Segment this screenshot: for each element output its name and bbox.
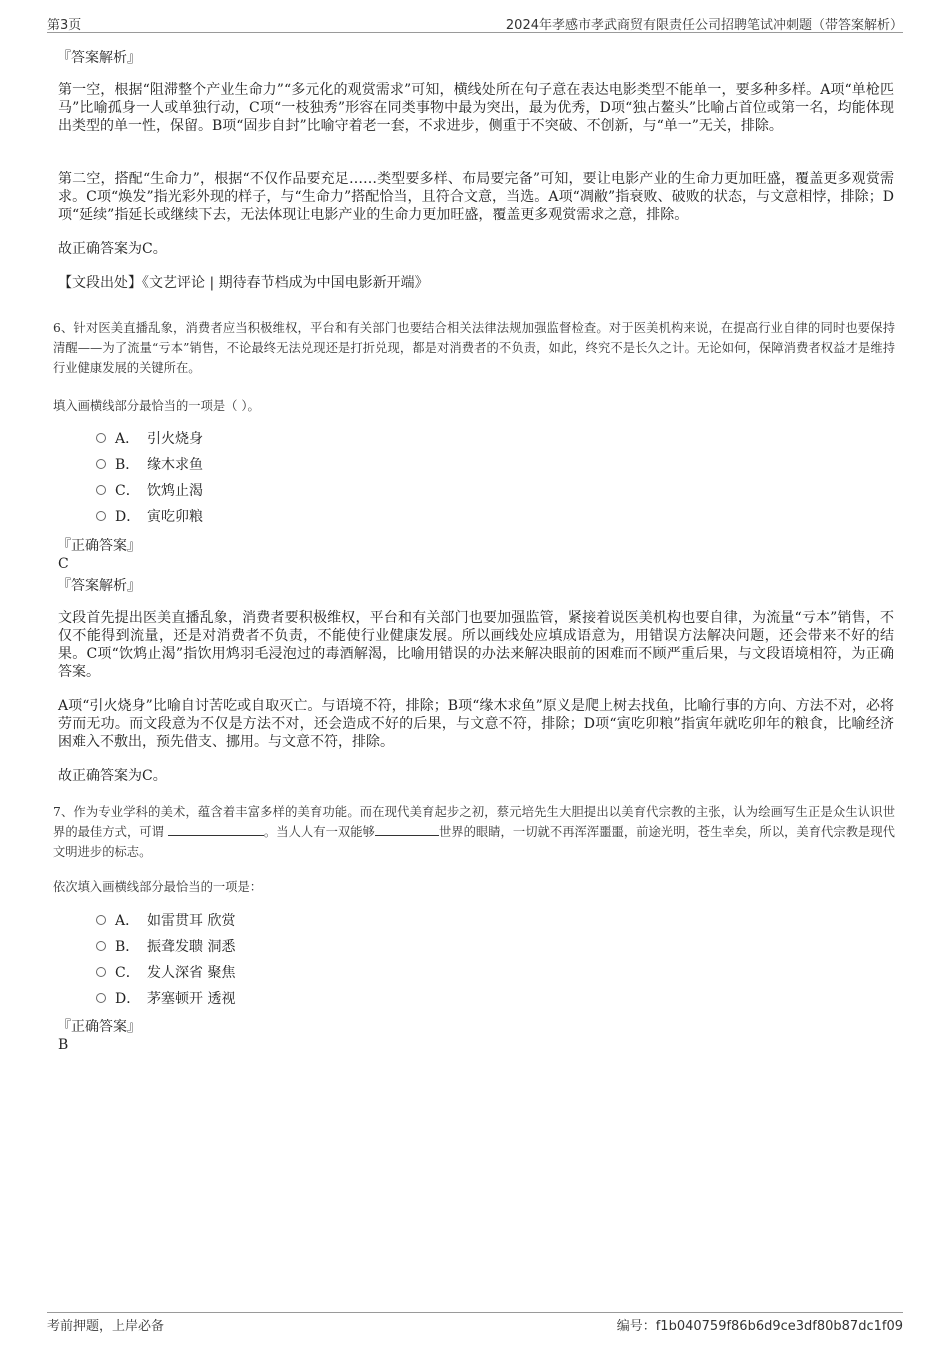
option-letter: C． <box>115 483 140 499</box>
radio-icon[interactable] <box>96 511 106 521</box>
q6-option-c[interactable] <box>96 482 203 500</box>
q6-analysis-label: 『答案解析』 <box>57 578 141 594</box>
q7-option-d[interactable] <box>96 990 235 1008</box>
option-text: 如雷贯耳 欣赏 <box>147 913 236 929</box>
option-letter: D． <box>115 991 141 1007</box>
q7-answer: B <box>58 1037 69 1053</box>
radio-icon[interactable] <box>96 485 106 495</box>
option-text: 寅吃卯粮 <box>147 509 203 525</box>
q7-stem-part-2: 。当人人有一双能够 <box>263 825 375 839</box>
q6-analysis-paragraph-2: A项“引火烧身”比喻自讨苦吃或自取灭亡。与语境不符，排除；B项“缘木求鱼”原义是爬上树去找鱼，比喻行事的方向、方法不对，必将劳而无功。而文段意为不仅是方法不对，还会造成不好的后果，与文意不符，排除；D项“寅吃卯粮”指寅年就吃卯年的粮食，比喻经济困难入不敷出，预先借支、挪用。与文意不符，排除。 <box>58 698 894 750</box>
q7-stem <box>53 802 895 862</box>
option-text: 缘木求鱼 <box>147 457 203 473</box>
radio-icon[interactable] <box>96 459 106 469</box>
page-header <box>47 12 903 33</box>
radio-icon[interactable] <box>96 993 106 1003</box>
q5-analysis-paragraph-1: 第一空，根据“阻滞整个产业生命力”“多元化的观赏需求”可知，横线处所在句子意在表达电影类型不能单一，要多种多样。A项“单枪匹马”比喻孤身一人或单独行动，C项“一枝独秀”形容在同类事物中最为突出，最为优秀，D项“独占鳌头”比喻占首位或第一名，均能体现出类型的单一性，保留。B项“固步自封”比喻守着老一套，不求进步，侧重于不突破、不创新，与“单一”无关，排除。 <box>58 82 894 134</box>
page-footer <box>47 1312 903 1334</box>
q5-conclusion: 故正确答案为C。 <box>58 241 167 257</box>
q7-stem-part-3: 世界的眼睛，一切就不再浑浑噩噩，前途光明，苍生幸矣，所以，美育代宗教是现代文明进步的标志。 <box>53 825 895 859</box>
q6-answer-label: 『正确答案』 <box>57 538 141 554</box>
option-text: 饮鸩止渴 <box>147 483 203 499</box>
page-number: 第3页 <box>47 18 82 33</box>
q6-prompt: 填入画横线部分最恰当的一项是（ ）。 <box>53 399 260 413</box>
radio-icon[interactable] <box>96 941 106 951</box>
q7-option-a[interactable] <box>96 912 235 930</box>
q7-option-c[interactable] <box>96 964 235 982</box>
option-letter: C． <box>115 965 140 981</box>
q7-stem-part-1: 7、作为专业学科的美术，蕴含着丰富多样的美育功能。而在现代美育起步之初，蔡元培先生大胆提出以美育代宗教的主张，认为绘画写生正是众生认识世界的最佳方式，可谓 <box>53 805 895 839</box>
option-letter: B． <box>115 939 140 955</box>
option-text: 发人深省 聚焦 <box>147 965 236 981</box>
document-title: 2024年孝感市孝武商贸有限责任公司招聘笔试冲刺题（带答案解析） <box>505 18 903 33</box>
q7-option-b[interactable] <box>96 938 235 956</box>
q6-analysis-paragraph-1: 文段首先提出医美直播乱象，消费者要积极维权，平台和有关部门也要加强监管，紧接着说医美机构也要自律，为流量“亏本”销售，不仅不能得到流量，还是对消费者不负责，不能使行业健康发展。所以画线处应填成语意为，用错误方法解决问题，还会带来不好的结果。C项“饮鸩止渴”指饮用鸩羽毛浸泡过的毒酒解渴，比喻用错误的办法来解决眼前的困难而不顾严重后果，与文段语境相符，为正确答案。 <box>58 610 894 680</box>
q6-option-b[interactable] <box>96 456 203 474</box>
radio-icon[interactable] <box>96 915 106 925</box>
q6-stem: 6、针对医美直播乱象，消费者应当积极维权，平台和有关部门也要结合相关法律法规加强监督检查。对于医美机构来说，在提高行业自律的同时也要保持清醒——为了流量“亏本”销售，不论最终无法兑现还是打折兑现，都是对消费者的不负责，如此，终究不是长久之计。无论如何，保障消费者权益才是维持行业健康发展的关键所在。 <box>53 321 895 375</box>
q7-blank-1 <box>168 823 264 836</box>
option-text: 引火烧身 <box>147 431 203 447</box>
option-letter: D． <box>115 509 141 525</box>
q6-option-d[interactable] <box>96 508 203 526</box>
q5-analysis-paragraph-2: 第二空，搭配“生命力”，根据“不仅作品要充足……类型要多样、布局要完备”可知，要让电影产业的生命力更加旺盛，覆盖更多观赏需求。C项“焕发”指光彩外现的样子，与“生命力”搭配恰当，且符合文意，当选。A项“凋敝”指衰败、破败的状态，与文意相悖，排除；D项“延续”指延长或继续下去，无法体现让电影产业的生命力更加旺盛，覆盖更多观赏需求之意，排除。 <box>58 171 894 223</box>
q7-prompt: 依次填入画横线部分最恰当的一项是： <box>53 880 263 894</box>
q7-blank-2 <box>375 823 439 836</box>
radio-icon[interactable] <box>96 433 106 443</box>
option-letter: A． <box>115 913 140 929</box>
footer-slogan: 考前押题，上岸必备 <box>47 1319 165 1334</box>
option-letter: A． <box>115 431 140 447</box>
option-text: 茅塞顿开 透视 <box>147 991 236 1007</box>
q6-answer: C <box>58 556 69 572</box>
radio-icon[interactable] <box>96 967 106 977</box>
footer-serial-number: 编号：f1b040759f86b6d9ce3df80b87dc1f09 <box>616 1319 903 1334</box>
q5-source: 【文段出处】《文艺评论 | 期待春节档成为中国电影新开端》 <box>58 275 429 291</box>
q5-analysis-label: 『答案解析』 <box>57 50 141 66</box>
option-text: 振聋发聩 洞悉 <box>147 939 236 955</box>
option-letter: B． <box>115 457 140 473</box>
q6-option-a[interactable] <box>96 430 203 448</box>
q6-conclusion: 故正确答案为C。 <box>58 768 167 784</box>
q7-answer-label: 『正确答案』 <box>57 1019 141 1035</box>
